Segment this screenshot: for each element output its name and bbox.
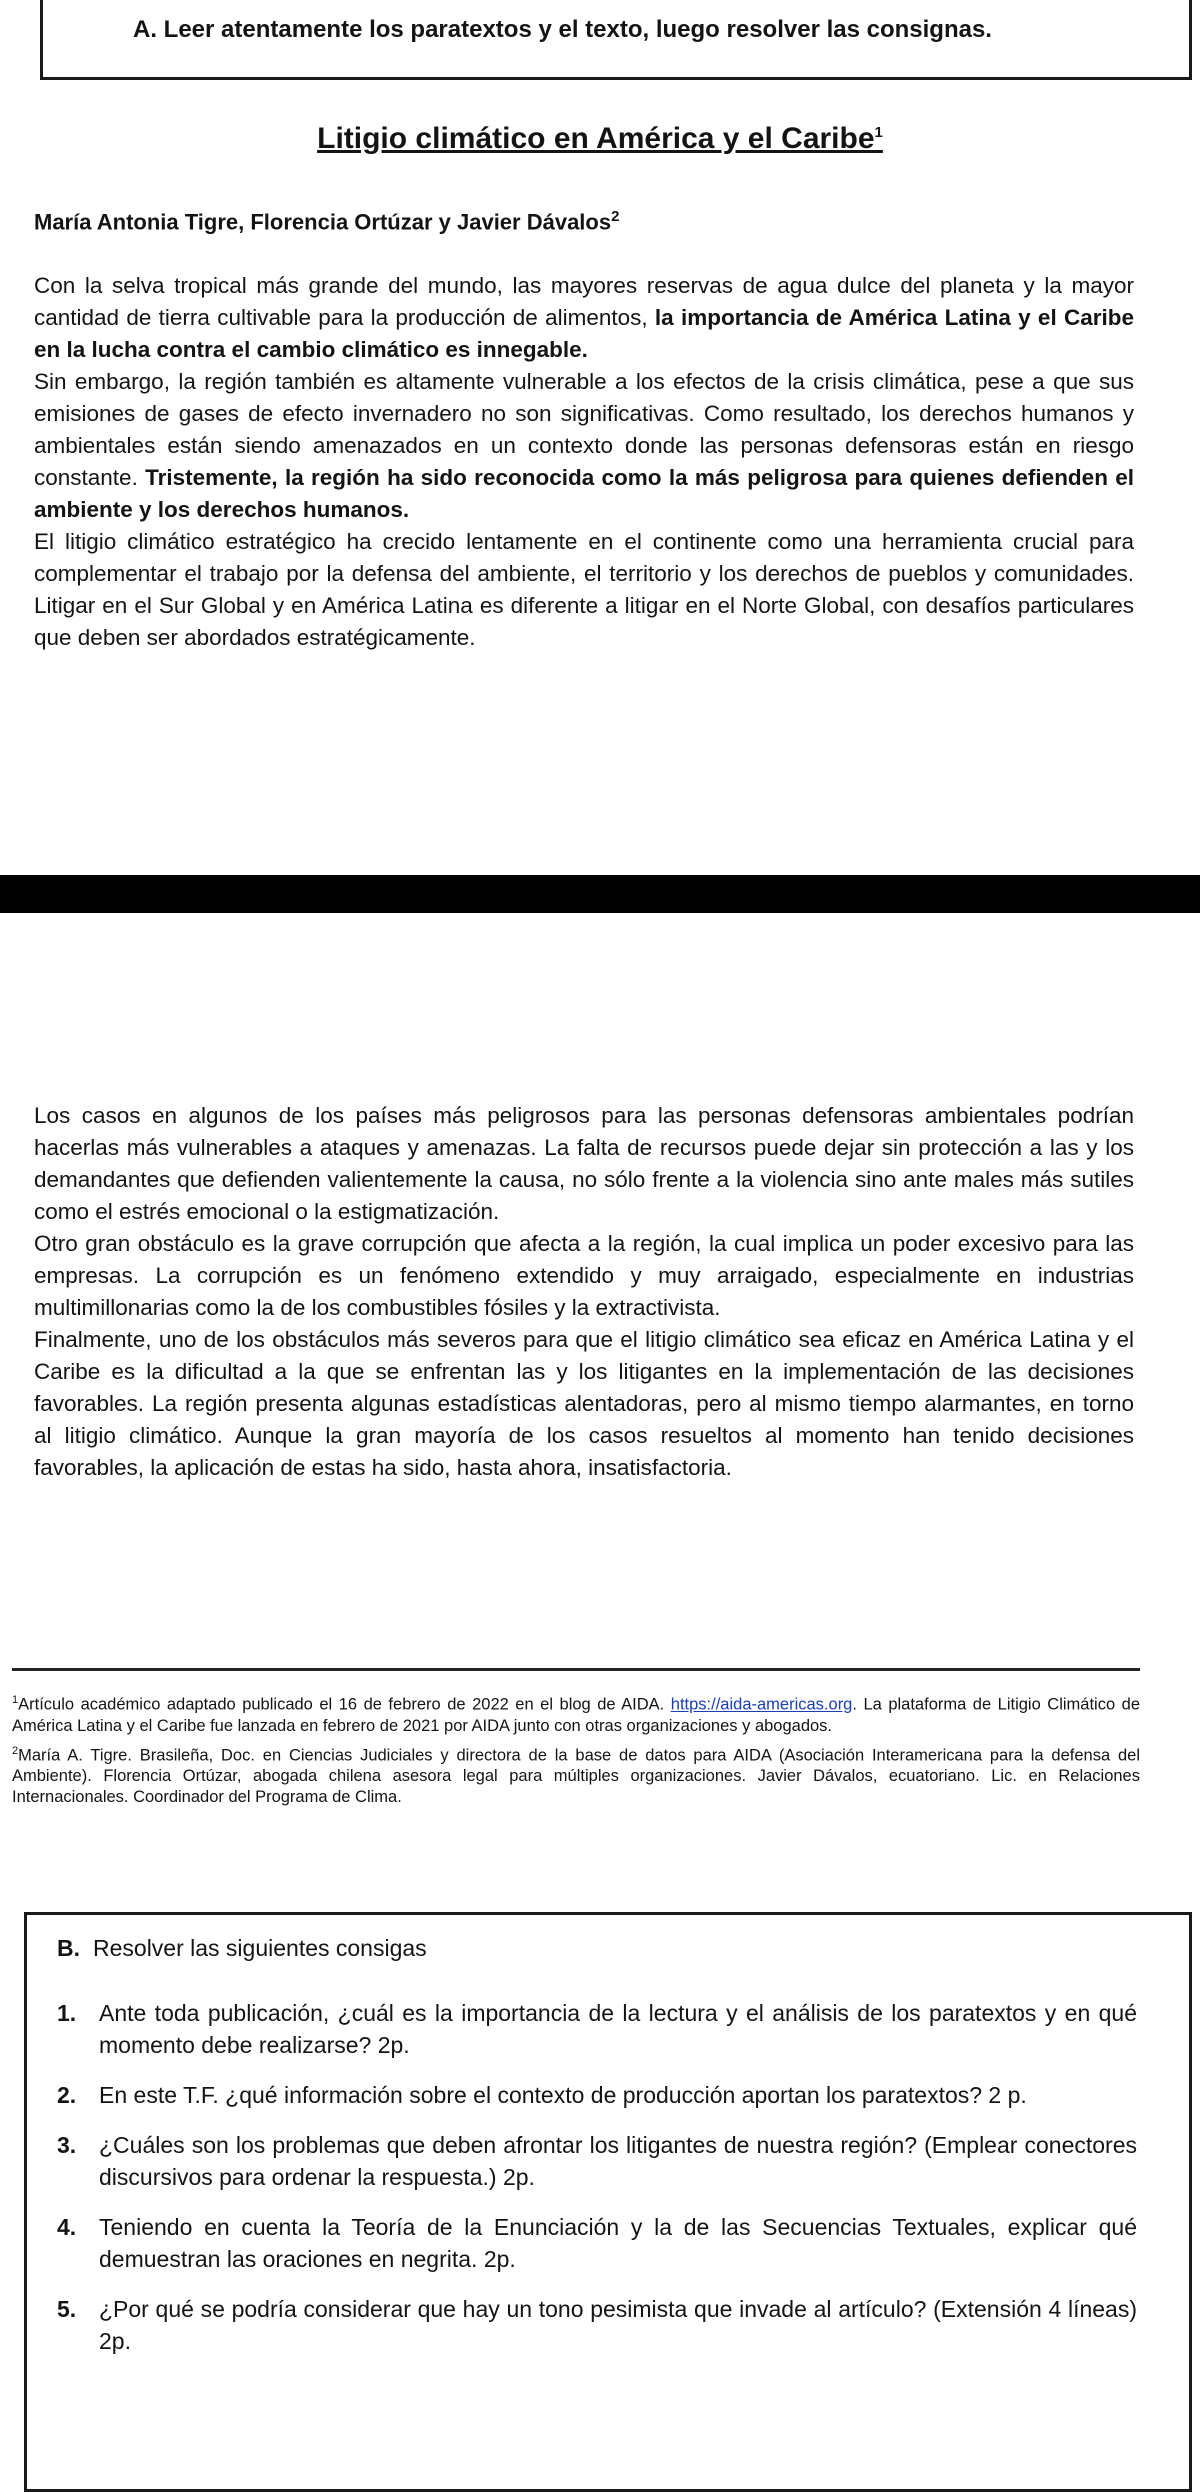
paragraph-1: Con la selva tropical más grande del mundo, las mayores reservas de agua dulce del planeta y la mayor cantidad de tierra cultivable para la producción de alimentos, la importancia de América Latina y el Caribe en la lucha contra el cambio climático es innegable.: [34, 273, 1135, 362]
question-text: En este T.F. ¿qué información sobre el contexto de producción aportan los paratextos? 2 p.: [99, 2082, 1027, 2108]
footnote-separator: [12, 1668, 1140, 1671]
section-b-title: Resolver las siguientes consigas: [93, 1935, 427, 1961]
instruction-box-b: [24, 1912, 1192, 2492]
bold-sentence-1: la importancia de América Latina y el Caribe en la lucha contra el cambio climático es innegable.: [34, 305, 1135, 362]
article-body-page-1: [34, 270, 1134, 654]
footnote-2: $^2$María A. Tigre. Brasileña, Doc. en Ciencias Judiciales y directora de la base de datos para AIDA (Asociación Interamericana para la defensa del Ambiente). Florencia Ortúzar, abogada chilena asesora legal para múltiples organizaciones. Javier Dávalos, ecuatoriano. Lic. en Relaciones Internacionales. Coordinador del Programa de Clima.: [12, 1744, 1140, 1806]
section-b-letter: B.: [57, 1935, 80, 1961]
title-footnote-mark: 1: [874, 124, 883, 141]
question-text: ¿Cuáles son los problemas que deben afrontar los litigantes de nuestra región? (Emplear conectores discursivos para ordenar la respuesta.) 2p.: [99, 2132, 1137, 2190]
question-item: [57, 2129, 1137, 2193]
aida-link[interactable]: https://aida-americas.org: [670, 1695, 853, 1714]
paragraph-4: Los casos en algunos de los países más peligrosos para las personas defensoras ambientales podrían hacerlas más vulnerables a ataques y amenazas. La falta de recursos puede dejar sin protección a las y los demandantes que defienden valientemente la causa, no sólo frente a la violencia sino ante males más sutiles como el estrés emocional o la estigmatización.: [34, 1103, 1134, 1224]
article-body-page-2: [34, 1100, 1134, 1484]
article-title: [0, 122, 1200, 156]
question-text: ¿Por qué se podría considerar que hay un tono pesimista que invade al artículo? (Extensión 4 líneas) 2p.: [99, 2296, 1137, 2354]
article-title-text: Litigio climático en América y el Caribe: [317, 122, 875, 155]
question-list: [57, 1997, 1137, 2375]
instruction-a: [133, 16, 992, 44]
footnote-1: $^1$Artículo académico adaptado publicado el 16 de febrero de 2022 en el blog de AIDA. https://aida-americas.org. La plataforma de Litigio Climático de América Latina y el Caribe fue lanzada en febrero de 2021 por AIDA junto con otras organizaciones y abogados.: [12, 1694, 1140, 1735]
question-item: [57, 1997, 1137, 2061]
footnotes: [12, 1690, 1140, 1812]
question-item: [57, 2079, 1137, 2111]
paragraph-3: El litigio climático estratégico ha crecido lentamente en el continente como una herramienta crucial para complementar el trabajo por la defensa del ambiente, el territorio y los derechos de pueblos y comunidades. Litigar en el Sur Global y en América Latina es diferente a litigar en el Norte Global, con desafíos particulares que deben ser abordados estratégicamente.: [34, 529, 1134, 650]
question-number: 4.: [57, 2214, 77, 2240]
question-text: Teniendo en cuenta la Teoría de la Enunciación y la de las Secuencias Textuales, explicar qué demuestran las oraciones en negrita. 2p.: [99, 2214, 1137, 2272]
question-number: 2.: [57, 2082, 77, 2108]
question-item: [57, 2293, 1137, 2357]
question-number: 3.: [57, 2132, 77, 2158]
question-number: 5.: [57, 2296, 77, 2322]
bold-sentence-2: Tristemente, la región ha sido reconocida como la más peligrosa para quienes defienden el ambiente y los derechos humanos.: [34, 465, 1134, 522]
article-authors: [34, 208, 619, 235]
question-number: 1.: [57, 2000, 77, 2026]
paragraph-5: Otro gran obstáculo es la grave corrupción que afecta a la región, la cual implica un poder excesivo para las empresas. La corrupción es un fenómeno extendido y muy arraigado, especialmente en industrias multimillonarias como la de los combustibles fósiles y la extractivista.: [34, 1231, 1134, 1320]
authors-text: María Antonia Tigre, Florencia Ortúzar y Javier Dávalos: [34, 209, 612, 235]
question-item: [57, 2211, 1137, 2275]
page-divider: [0, 875, 1200, 913]
section-b-heading: [57, 1935, 427, 1962]
instruction-box-a: [40, 0, 1192, 80]
authors-footnote-mark: 2: [611, 208, 620, 225]
question-text: Ante toda publicación, ¿cuál es la importancia de la lectura y el análisis de los paratextos y en qué momento debe realizarse? 2p.: [99, 2000, 1137, 2058]
section-a-letter: A.: [133, 16, 157, 43]
paragraph-2: Sin embargo, la región también es altamente vulnerable a los efectos de la crisis climática, pese a que sus emisiones de gases de efecto invernadero no son significativas. Como resultado, los derechos humanos y ambientales están siendo amenazados en un contexto donde las personas defensoras están en riesgo constante. Tristemente, la región ha sido reconocida como la más peligrosa para quienes defienden el ambiente y los derechos humanos.: [34, 369, 1134, 522]
section-a-text: Leer atentamente los paratextos y el texto, luego resolver las consignas.: [163, 16, 992, 43]
paragraph-6: Finalmente, uno de los obstáculos más severos para que el litigio climático sea eficaz en América Latina y el Caribe es la dificultad a la que se enfrentan las y los litigantes en la implementación de las decisiones favorables. La región presenta algunas estadísticas alentadoras, pero al mismo tiempo alarmantes, en torno al litigio climático. Aunque la gran mayoría de los casos resueltos al momento han tenido decisiones favorables, la aplicación de estas ha sido, hasta ahora, insatisfactoria.: [34, 1327, 1134, 1480]
